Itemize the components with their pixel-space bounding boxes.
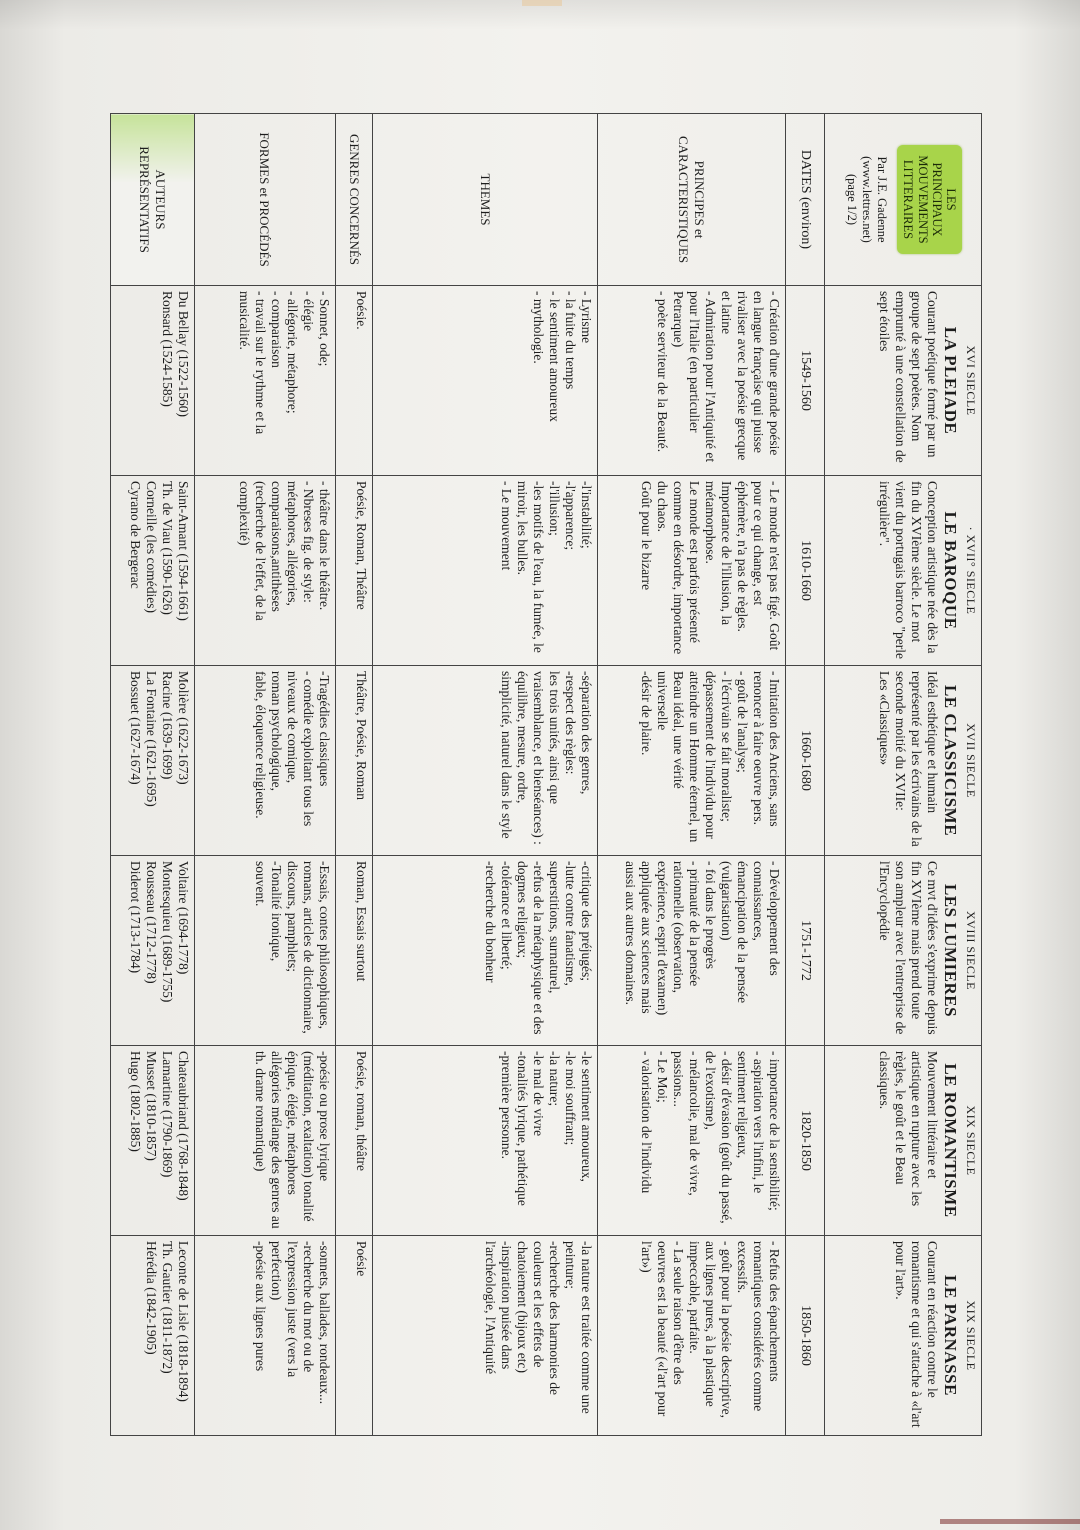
themes-cell: - Lyrisme - la fuite du temps - le sentiment amoureux - mythologie.	[373, 286, 598, 476]
genres-cell: Théâtre, Poésie, Roman	[335, 666, 373, 856]
siecle-label: XVIII SIECLE	[964, 911, 978, 990]
row-label-dates: DATES (environ)	[785, 114, 825, 286]
movement-name: LE CLASSICISME	[940, 684, 960, 837]
movement-description: Ce mvt d'idées s'exprime depuis fin XVIème mais prend toute son ampleur avec l'entreprise de l'Encyclopédie	[877, 861, 940, 1035]
movements-table-sheet	[110, 113, 982, 1435]
dates-cell: 1751-1772	[785, 856, 825, 1046]
genres-cell: Poésie, roman, théâtre	[335, 1046, 373, 1236]
title-line-2: PRINCIPAUX	[930, 162, 945, 237]
movement-header-parnasse	[825, 1236, 982, 1436]
formes-cell: - Sonnet, ode; - élégie - allégorie, métaphore; - comparaison - travail sur le rythme et la musicalité.	[194, 286, 335, 476]
auteurs-cell: Saint-Amant (1594-1661) Th. de Viau (1590-1626) Corneille (les comédies) Cyrano de Bergerac	[111, 476, 195, 666]
movement-name: LA PLEIADE	[940, 326, 960, 435]
auteurs-cell: Voltaire (1694-1778) Montesquieu (1689-1755) Rousseau (1712-1778) Diderot (1713-1784)	[111, 856, 195, 1046]
row-label-genres: GENRES CONCERNÉS	[335, 114, 373, 286]
title-line-4: LITTERAIRES	[901, 159, 916, 240]
siecle-label: XVII SIECLE	[964, 723, 978, 798]
movement-description: Mouvement littéraire et artistique en rupture avec les règles, le goût et le Beau classiques.	[877, 1051, 940, 1207]
movement-header-baroque	[825, 476, 982, 666]
dates-cell: 1850-1860	[785, 1236, 825, 1436]
credit-site: (www.lettres.net)	[859, 156, 874, 243]
row-label-principes: PRINCIPES et CARACTERISTIQUES	[597, 114, 785, 286]
genres-cell: Poésie, Roman, Théâtre	[335, 476, 373, 666]
siecle-label: XVI SIECLE	[964, 345, 978, 416]
siecle-label: · XVII° SIECLE	[964, 526, 978, 615]
dates-cell: 1610-1660	[785, 476, 825, 666]
principes-cell: - Imitation des Anciens, sans renoncer à faire oeuvre pers. - goût de l'analyse; - l'écrivain se fait moraliste; dépassement de l'individu pour atteindre un Homme éternel, un Beau idéal, une vérité universelle -désir de plaire.	[597, 666, 785, 856]
genres-row	[335, 114, 373, 1436]
movements-table	[110, 113, 982, 1436]
themes-cell: -le sentiment amoureux, -le moi souffrant; -la nature; -le mal de vivre -tonalités lyrique, pathétique -première personne.	[373, 1046, 598, 1236]
genres-cell: Poésie.	[335, 286, 373, 476]
auteurs-cell: Leconte de Lisle (1818-1894) Th. Gautier (1811-1872) Hérédia (1842-1905)	[111, 1236, 195, 1436]
themes-cell: -l'instabilité; -l'apparence; -l'illusion; -les motifs de l'eau, la fumée, le miroir, les bulles. - Le mouvement	[373, 476, 598, 666]
title-cell	[825, 114, 982, 286]
movement-description: Conception artistique née dès la fin du XVIème siècle. Le mot vient du portugais barroco "perle irrégulière".	[877, 481, 940, 659]
principes-cell: - Création d'une grande poésie en langue française qui puisse rivaliser avec la poésie grecque et latine - Admiration pour l'Antiquité et pour l'Italie (en particulier Petrarque) - poète serviteur de la Beauté.	[597, 286, 785, 476]
genres-cell: Roman, Essais surtout	[335, 856, 373, 1046]
formes-cell: -Essais, contes philosophiques, romans, articles de dictionnaire, discours, pamphlets; -Tonalité ironique, souvent.	[194, 856, 335, 1046]
dates-row	[785, 114, 825, 1436]
auteurs-cell: Du Bellay (1522-1560) Ronsard (1524-1585)	[111, 286, 195, 476]
formes-cell: -sonnets, ballades, rondeaux... -recherche du mot ou de l'expression juste (vers la perfection) -poésie aux lignes pures	[194, 1236, 335, 1436]
movement-header-classicisme	[825, 666, 982, 856]
movement-header-romantisme	[825, 1046, 982, 1236]
themes-cell: -critique des préjugés; -lutte contre fanatisme, superstitions, surnaturel, -refus de la métaphysique et des dogmes religieux; -tolérance et liberté; -recherche du bonheur	[373, 856, 598, 1046]
formes-cell: -Tragédies classiques - comédie exploitant tous les niveaux de comique, roman psychologique, fable, éloquence religieuse.	[194, 666, 335, 856]
credit-page: (page 1/2)	[844, 173, 859, 226]
themes-cell: -séparation des genres, -respect des règles: les trois unités, ainsi que vraisemblance, et bienséances) : équilibre, mesure, ordre, simplicité, naturel dans le style	[373, 666, 598, 856]
formes-cell: -poésie ou prose lyrique (méditation, exaltation) tonalité épique, élégie, métaphores allégories mélange des genres au th. drame romantique)	[194, 1046, 335, 1236]
principes-cell: - Développement des connaissances, émancipation de la pensée (vulgarisation) - foi dans le progrès - primauté de la pensée rationnelle (observation, expérience, esprit d'examen) appliquée aux sciences mais aussi aux autres domaines.	[597, 856, 785, 1046]
genres-cell: Poésie	[335, 1236, 373, 1436]
row-label-themes: THEMES	[373, 114, 598, 286]
principes-cell: - importance de la sensibilité; - aspiration vers l'infini, le sentiment religieux, - désir d'évasion (goût du passé, de l'exotisme), - mélancolie, mal de vivre, passions... - Le Moi; - valorisation de l'individu	[597, 1046, 785, 1236]
principes-row	[597, 114, 785, 1436]
formes-cell: - théâtre dans le théâtre. - Nbreses fig. de style: métaphores, allégories, comparaisons,antithèses (recherche de l'effet, de la complexité)	[194, 476, 335, 666]
title-line-3: MOUVEMENTS	[915, 155, 930, 244]
movement-name: LE BAROQUE	[940, 511, 960, 630]
themes-row	[373, 114, 598, 1436]
row-label-formes: FORMES et PROCÉDÉS	[194, 114, 335, 286]
auteurs-cell: Molière (1622-1673) Racine (1639-1699) La Fontaine (1621-1695) Bossuet (1627-1674)	[111, 666, 195, 856]
movement-name: LE PARNASSE	[940, 1275, 960, 1396]
paper-mark-bottom	[940, 1519, 1080, 1524]
siecle-label: XIX SIECLE	[964, 1300, 978, 1371]
movement-description: Idéal esthétique et humain représenté par les écrivains de la seconde moitié du XVIIe: Les «Classiques»	[877, 671, 940, 847]
title-highlight	[897, 145, 963, 253]
paper-mark-top	[522, 0, 562, 6]
principes-cell: - Le monde n'est pas figé. Goût pour ce qui change, est éphémère, n'a pas de règles. Importance de l'illusion, la métamorphose. Le monde est parfois présenté comme en désordre, importance du chaos. Goût pour le bizarre	[597, 476, 785, 666]
movement-description: Courant poétique formé par un groupe de sept poètes. Nom emprunté à une constellation de sept étoiles	[877, 291, 940, 463]
header-row	[825, 114, 982, 1436]
siecle-label: XIX SIECLE	[964, 1105, 978, 1176]
dates-cell: 1660-1680	[785, 666, 825, 856]
themes-cell: -la nature est traitée comme une peinture; -recherche des harmonies de couleurs et les effets de chatoiement (bijoux etc) -inspiration puisée dans l'archéologie, l'Antiquité	[373, 1236, 598, 1436]
dates-cell: 1820-1850	[785, 1046, 825, 1236]
principes-cell: - Refus des épanchements romantiques considérés comme excessifs. - goût pour la poésie descriptive, aux lignes pures, à la plastique impeccable, parfaite. - La seule raison d'être des oeuvres est la beauté («l'art pour l'art»)	[597, 1236, 785, 1436]
auteurs-cell: Chateaubriand (1768-1848) Lamartine (1790-1869) Musset (1810-1857) Hugo (1802-1885)	[111, 1046, 195, 1236]
credit-author: Par J.E. Gadenne	[874, 156, 889, 243]
title-line-1: LES	[944, 188, 959, 211]
row-label-auteurs: AUTEURS REPRÉSENTATIFS	[111, 114, 195, 286]
formes-row	[194, 114, 335, 1436]
movement-header-lumieres	[825, 856, 982, 1046]
movement-name: LE ROMANTISME	[940, 1063, 960, 1218]
movement-description: Courant en réaction contre le romantisme et qui s'attache à «l'art pour l'art».	[892, 1241, 940, 1428]
movement-name: LES LUMIERES	[940, 883, 960, 1018]
dates-cell: 1549-1560	[785, 286, 825, 476]
movement-header-pleiade	[825, 286, 982, 476]
auteurs-row	[111, 114, 195, 1436]
